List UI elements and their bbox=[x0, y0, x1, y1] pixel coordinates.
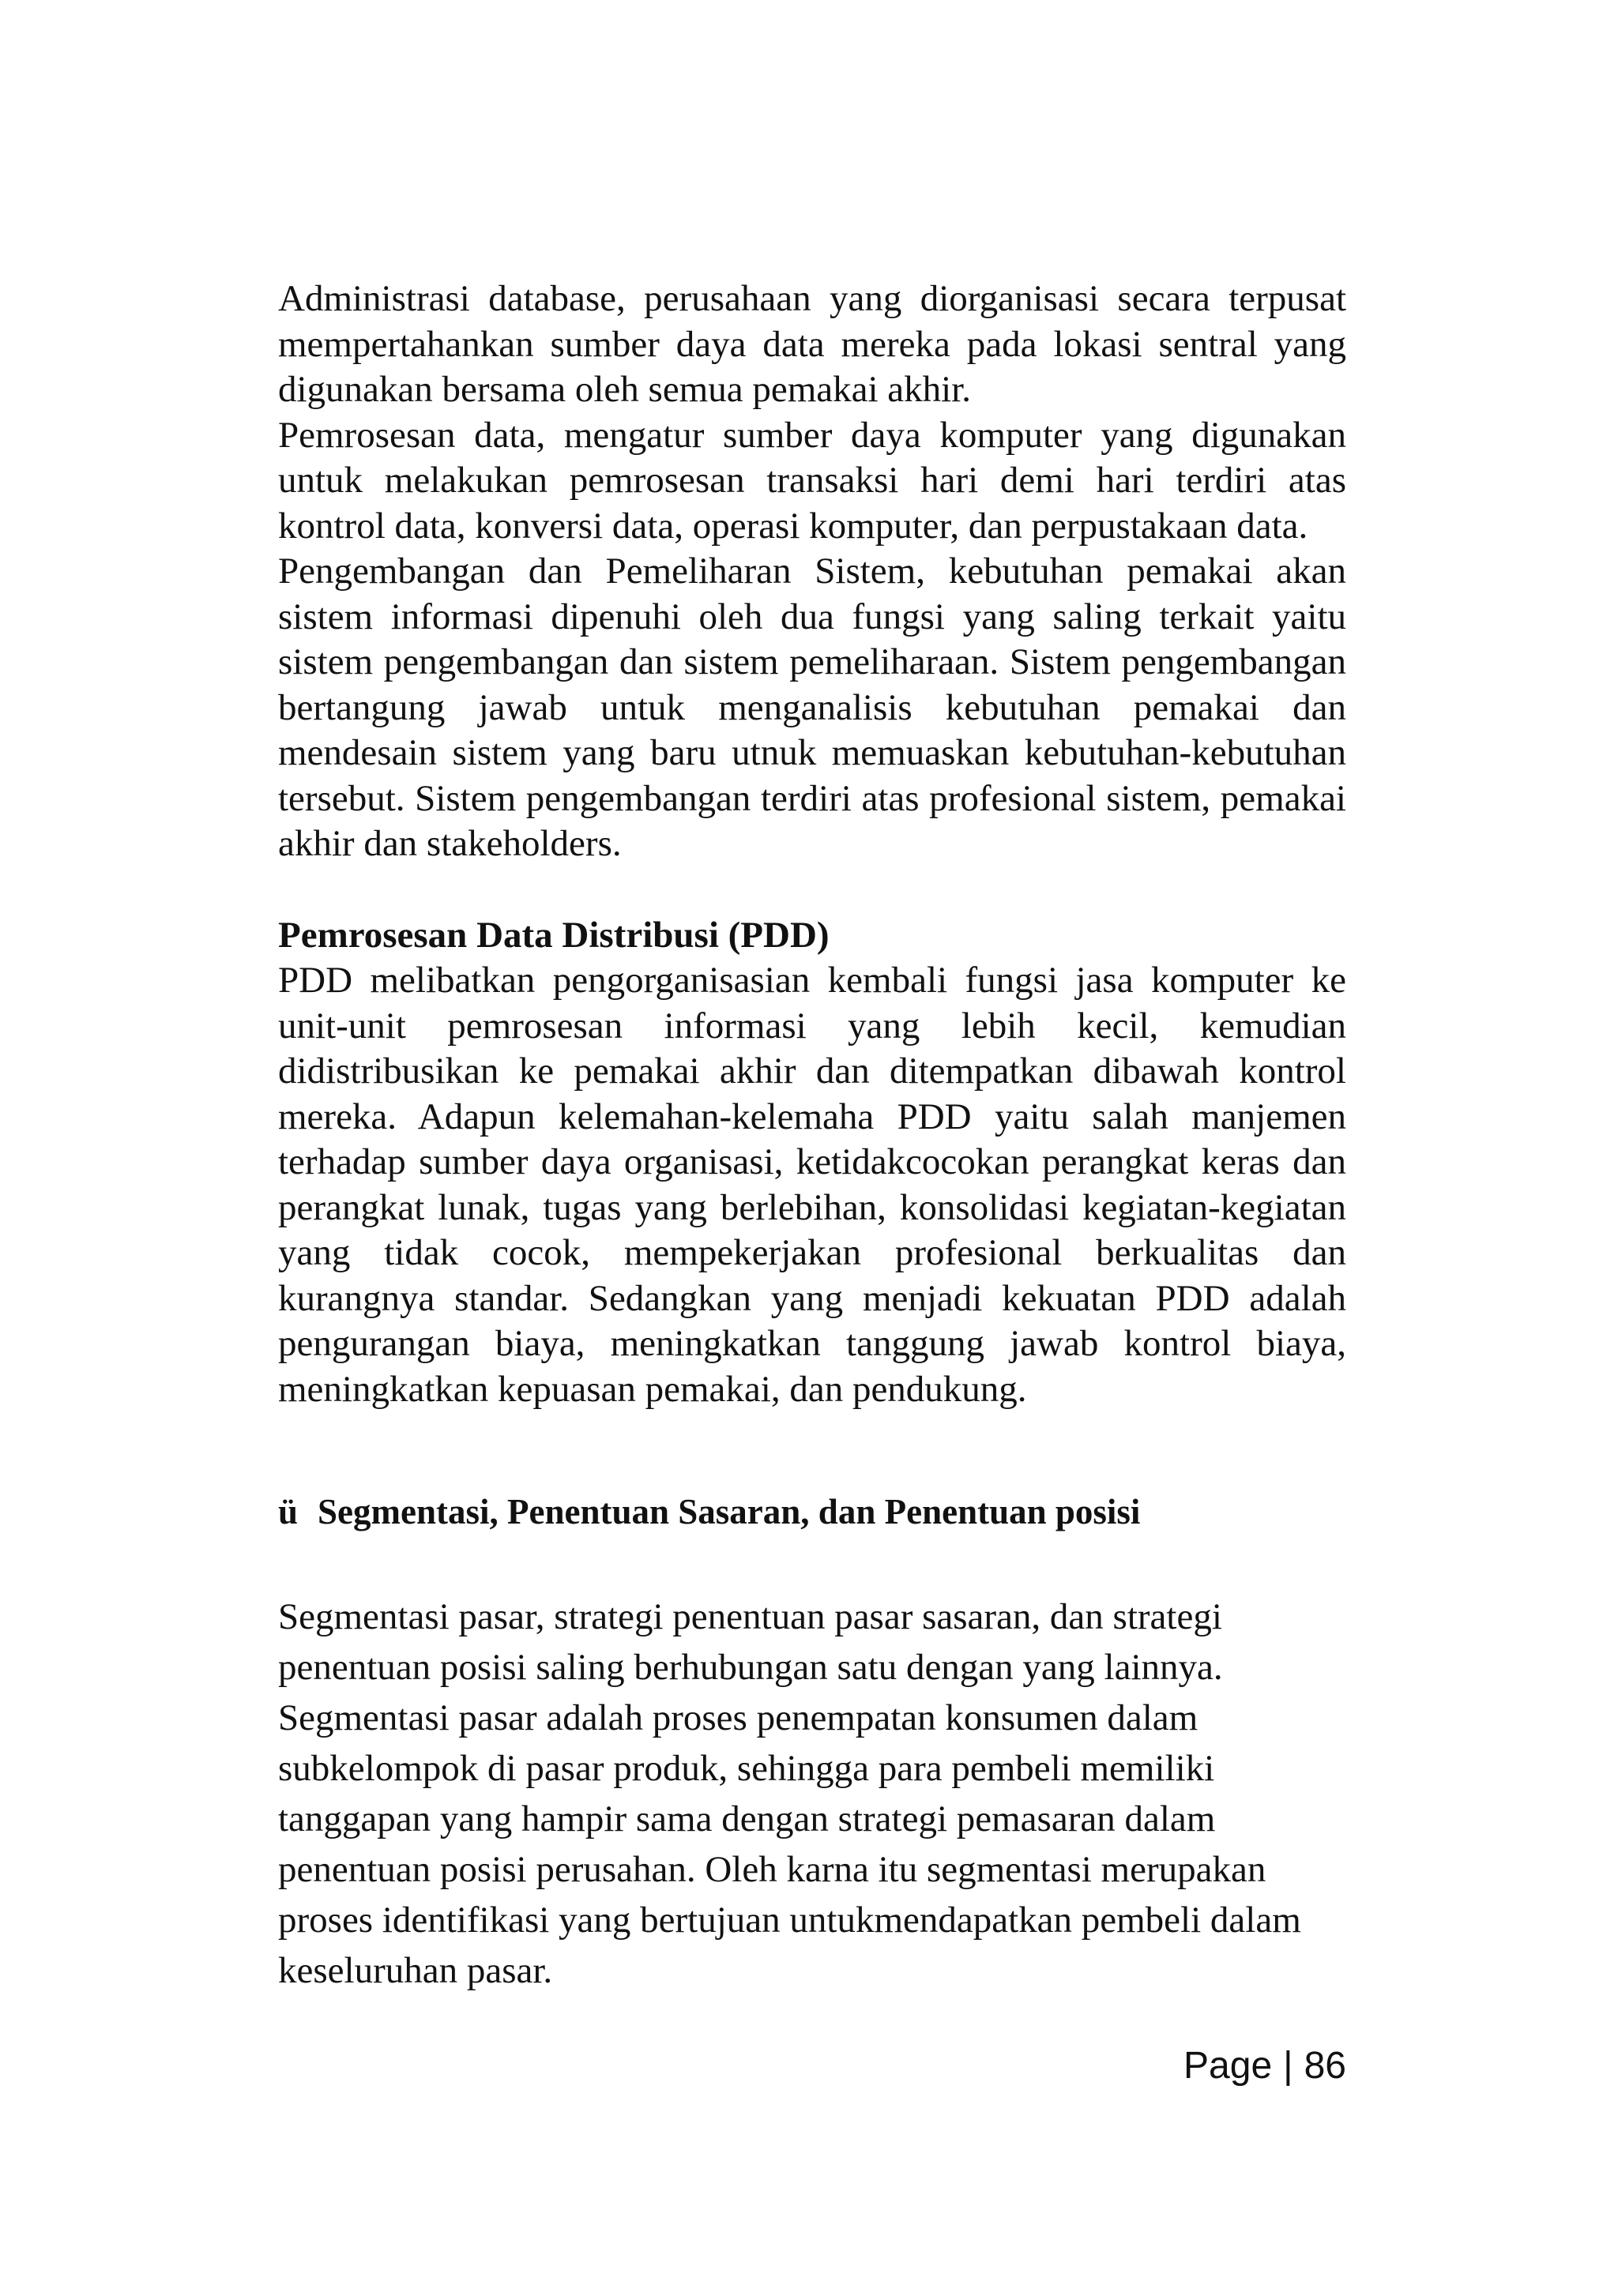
page-content bbox=[278, 276, 1346, 1996]
page-separator: | bbox=[1283, 2045, 1293, 2087]
segmentasi-heading-text: Segmentasi, Penentuan Sasaran, dan Penentuan posisi bbox=[318, 1492, 1141, 1531]
spacer bbox=[278, 1412, 1346, 1490]
spacer bbox=[278, 1535, 1346, 1591]
segmentasi-paragraph: Segmentasi pasar, strategi penentuan pasar sasaran, dan strategi penentuan posisi saling berhubungan satu dengan yang lainnya. Segmentasi pasar adalah proses penempatan konsumen dalam subkelompok di pasar produk, sehingga para pembeli memiliki tanggapan yang hampir sama dengan strategi pemasaran dalam penentuan posisi perusahan. Oleh karna itu segmentasi merupakan proses identifikasi yang bertujuan untukmendapatkan pembeli dalam keseluruhan pasar. bbox=[278, 1596, 1301, 1991]
page-label: Page bbox=[1183, 2045, 1273, 2087]
pdd-paragraph: PDD melibatkan pengorganisasian kembali fungsi jasa komputer ke unit-unit pemrosesan informasi yang lebih kecil, kemudian didistribusikan ke pemakai akhir dan ditempatkan dibawah kontrol mereka. Adapun kelemahan-kelemaha PDD yaitu salah manjemen terhadap sumber daya organisasi, ketidakcocokan perangkat keras dan perangkat lunak, tugas yang berlebihan, konsolidasi kegiatan-kegiatan yang tidak cocok, mempekerjakan profesional berkualitas dan kurangnya standar. Sedangkan yang menjadi kekuatan PDD adalah pengurangan biaya, meningkatkan tanggung jawab kontrol biaya, meningkatkan kepuasan pemakai, dan pendukung. bbox=[278, 960, 1346, 1410]
page-number: 86 bbox=[1304, 2045, 1346, 2087]
paragraph-administrasi-database: Administrasi database, perusahaan yang diorganisasi secara terpusat mempertahankan sumber daya data mereka pada lokasi sentral yang digunakan bersama oleh semua pemakai akhir. bbox=[278, 278, 1346, 410]
paragraph-pemrosesan-data: Pemrosesan data, mengatur sumber daya komputer yang digunakan untuk melakukan pemrosesan transaksi hari demi hari terdiri atas kontrol data, konversi data, operasi komputer, dan perpustakaan data. bbox=[278, 414, 1346, 547]
segmentasi-heading bbox=[278, 1490, 1346, 1535]
page-number-footer bbox=[1183, 2042, 1346, 2090]
pdd-heading: Pemrosesan Data Distribusi (PDD) bbox=[278, 914, 830, 956]
checkmark-bullet-icon: ü bbox=[278, 1492, 299, 1531]
paragraph-pengembangan-sistem: Pengembangan dan Pemeliharan Sistem, kebutuhan pemakai akan sistem informasi dipenuhi oleh dua fungsi yang saling terkait yaitu sistem pengembangan dan sistem pemeliharaan. Sistem pengembangan bertangung jawab untuk menganalisis kebutuhan pemakai dan mendesain sistem yang baru utnuk memuaskan kebutuhan-kebutuhan tersebut. Sistem pengembangan terdiri atas profesional sistem, pemakai akhir dan stakeholders. bbox=[278, 551, 1346, 864]
spacer bbox=[278, 867, 1346, 913]
